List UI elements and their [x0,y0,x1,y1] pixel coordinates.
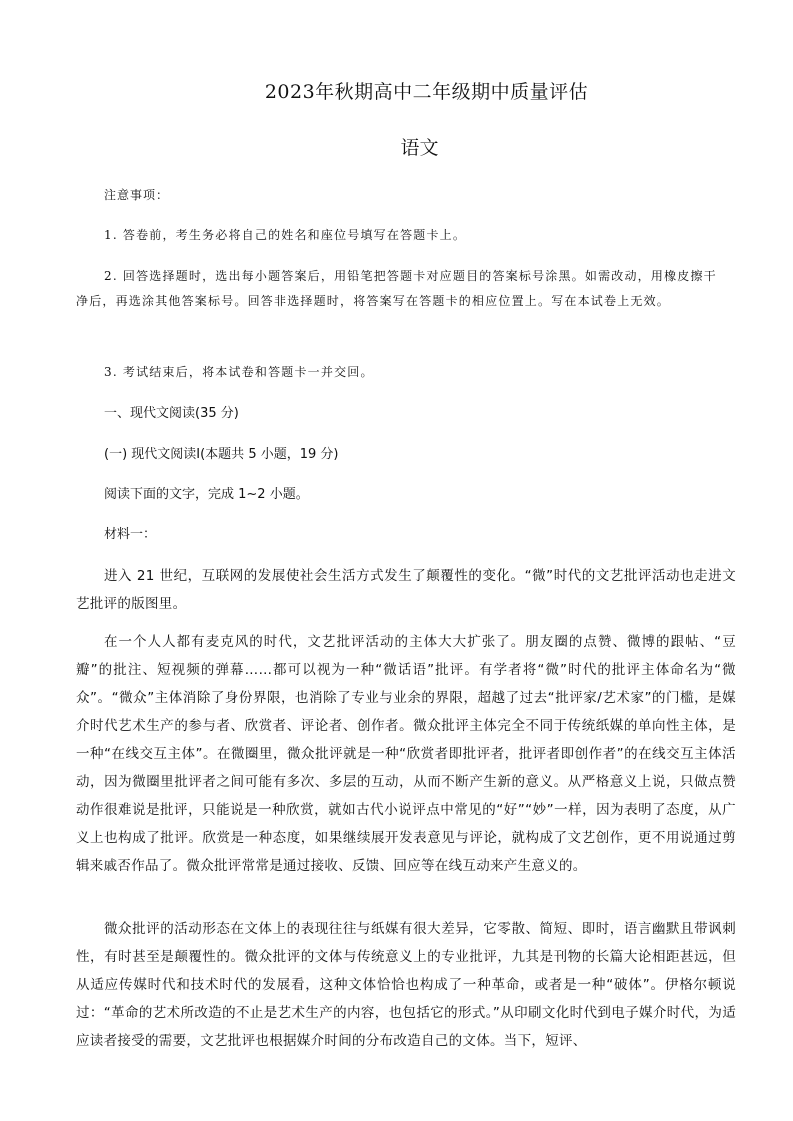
part-title: 一、现代文阅读(35 分) [104,406,239,421]
passage-paragraph-3: 微众批评的活动形态在文体上的表现往往与纸媒有很大差异，它零散、简短、即时，语言幽默且带讽刺性，有时甚至是颠覆性的。微众批评的文体与传统意义上的专业批评，九其是刊物的长篇大论相距甚远，但从适应传媒时代和技术时代的发展看，这种文体恰恰也构成了一种革命，或者是一种“破体”。伊格尔顿说过：“革命的艺术所改造的不止是艺术生产的内容，也包括它的形式。”从印刷文化时代到电子媒介时代，为适应读者接受的需要，文艺批评也根据媒介时间的分布改造自己的文体。当下，短评、 [76,921,736,1049]
notice-item-3: 3. 考试结束后，将本试卷和答题卡一并交回。 [104,365,374,379]
notice-heading: 注意事项： [104,188,170,202]
material-label: 材料一： [104,527,157,542]
exam-title: 2023年秋期高中二年级期中质量评估 [264,81,589,103]
reading-instruction: 阅读下面的文字，完成 1~2 小题。 [104,487,309,502]
subject-title: 语文 [400,137,439,159]
sub-section-title: (一) 现代文阅读Ⅰ(本题共 5 小题，19 分) [104,447,339,462]
notice-item-2: 2. 回答选择题时，选出每小题答案后，用铅笔把答题卡对应题目的答案标号涂黑。如需改动，用橡皮擦干净后，再选涂其他答案标号。回答非选择题时，将答案写在答题卡的相应位置上。写在本试卷上无效。 [76,269,717,308]
notice-item-1: 1. 答卷前，考生务必将自己的姓名和座位号填写在答题卡上。 [104,228,467,242]
passage-paragraph-2: 在一个人人都有麦克风的时代，文艺批评活动的主体大大扩张了。朋友圈的点赞、微博的跟帖、“豆瓣”的批注、短视频的弹幕……都可以视为一种“微话语”批评。有学者将“微”时代的批评主体命名为“微众”。“微众”主体消除了身份界限，也消除了专业与业余的界限，超越了过去“批评家/艺术家”的门槛，是媒介时代艺术生产的参与者、欣赏者、评论者、创作者。微众批评主体完全不同于传统纸媒的单向性主体，是一种“在线交互主体”。在微圈里，微众批评就是一种“欣赏者即批评者，批评者即创作者”的在线交互主体活动，因为微圈里批评者之间可能有多次、多层的互动，从而不断产生新的意义。从严格意义上说，只做点赞动作很难说是批评，只能说是一种欣赏，就如古代小说评点中常见的“好”“妙”一样，因为表明了态度，从广义上也构成了批评。欣赏是一种态度，如果继续展开发表意见与评论，就构成了文艺创作，更不用说通过剪辑来戚否作品了。微众批评常常是通过接收、反馈、回应等在线互动来产生意义的。 [76,634,736,874]
passage-paragraph-1: 进入 21 世纪，互联网的发展使社会生活方式发生了颠覆性的变化。“微”时代的文艺批评活动也走进文艺批评的版图里。 [76,568,736,612]
